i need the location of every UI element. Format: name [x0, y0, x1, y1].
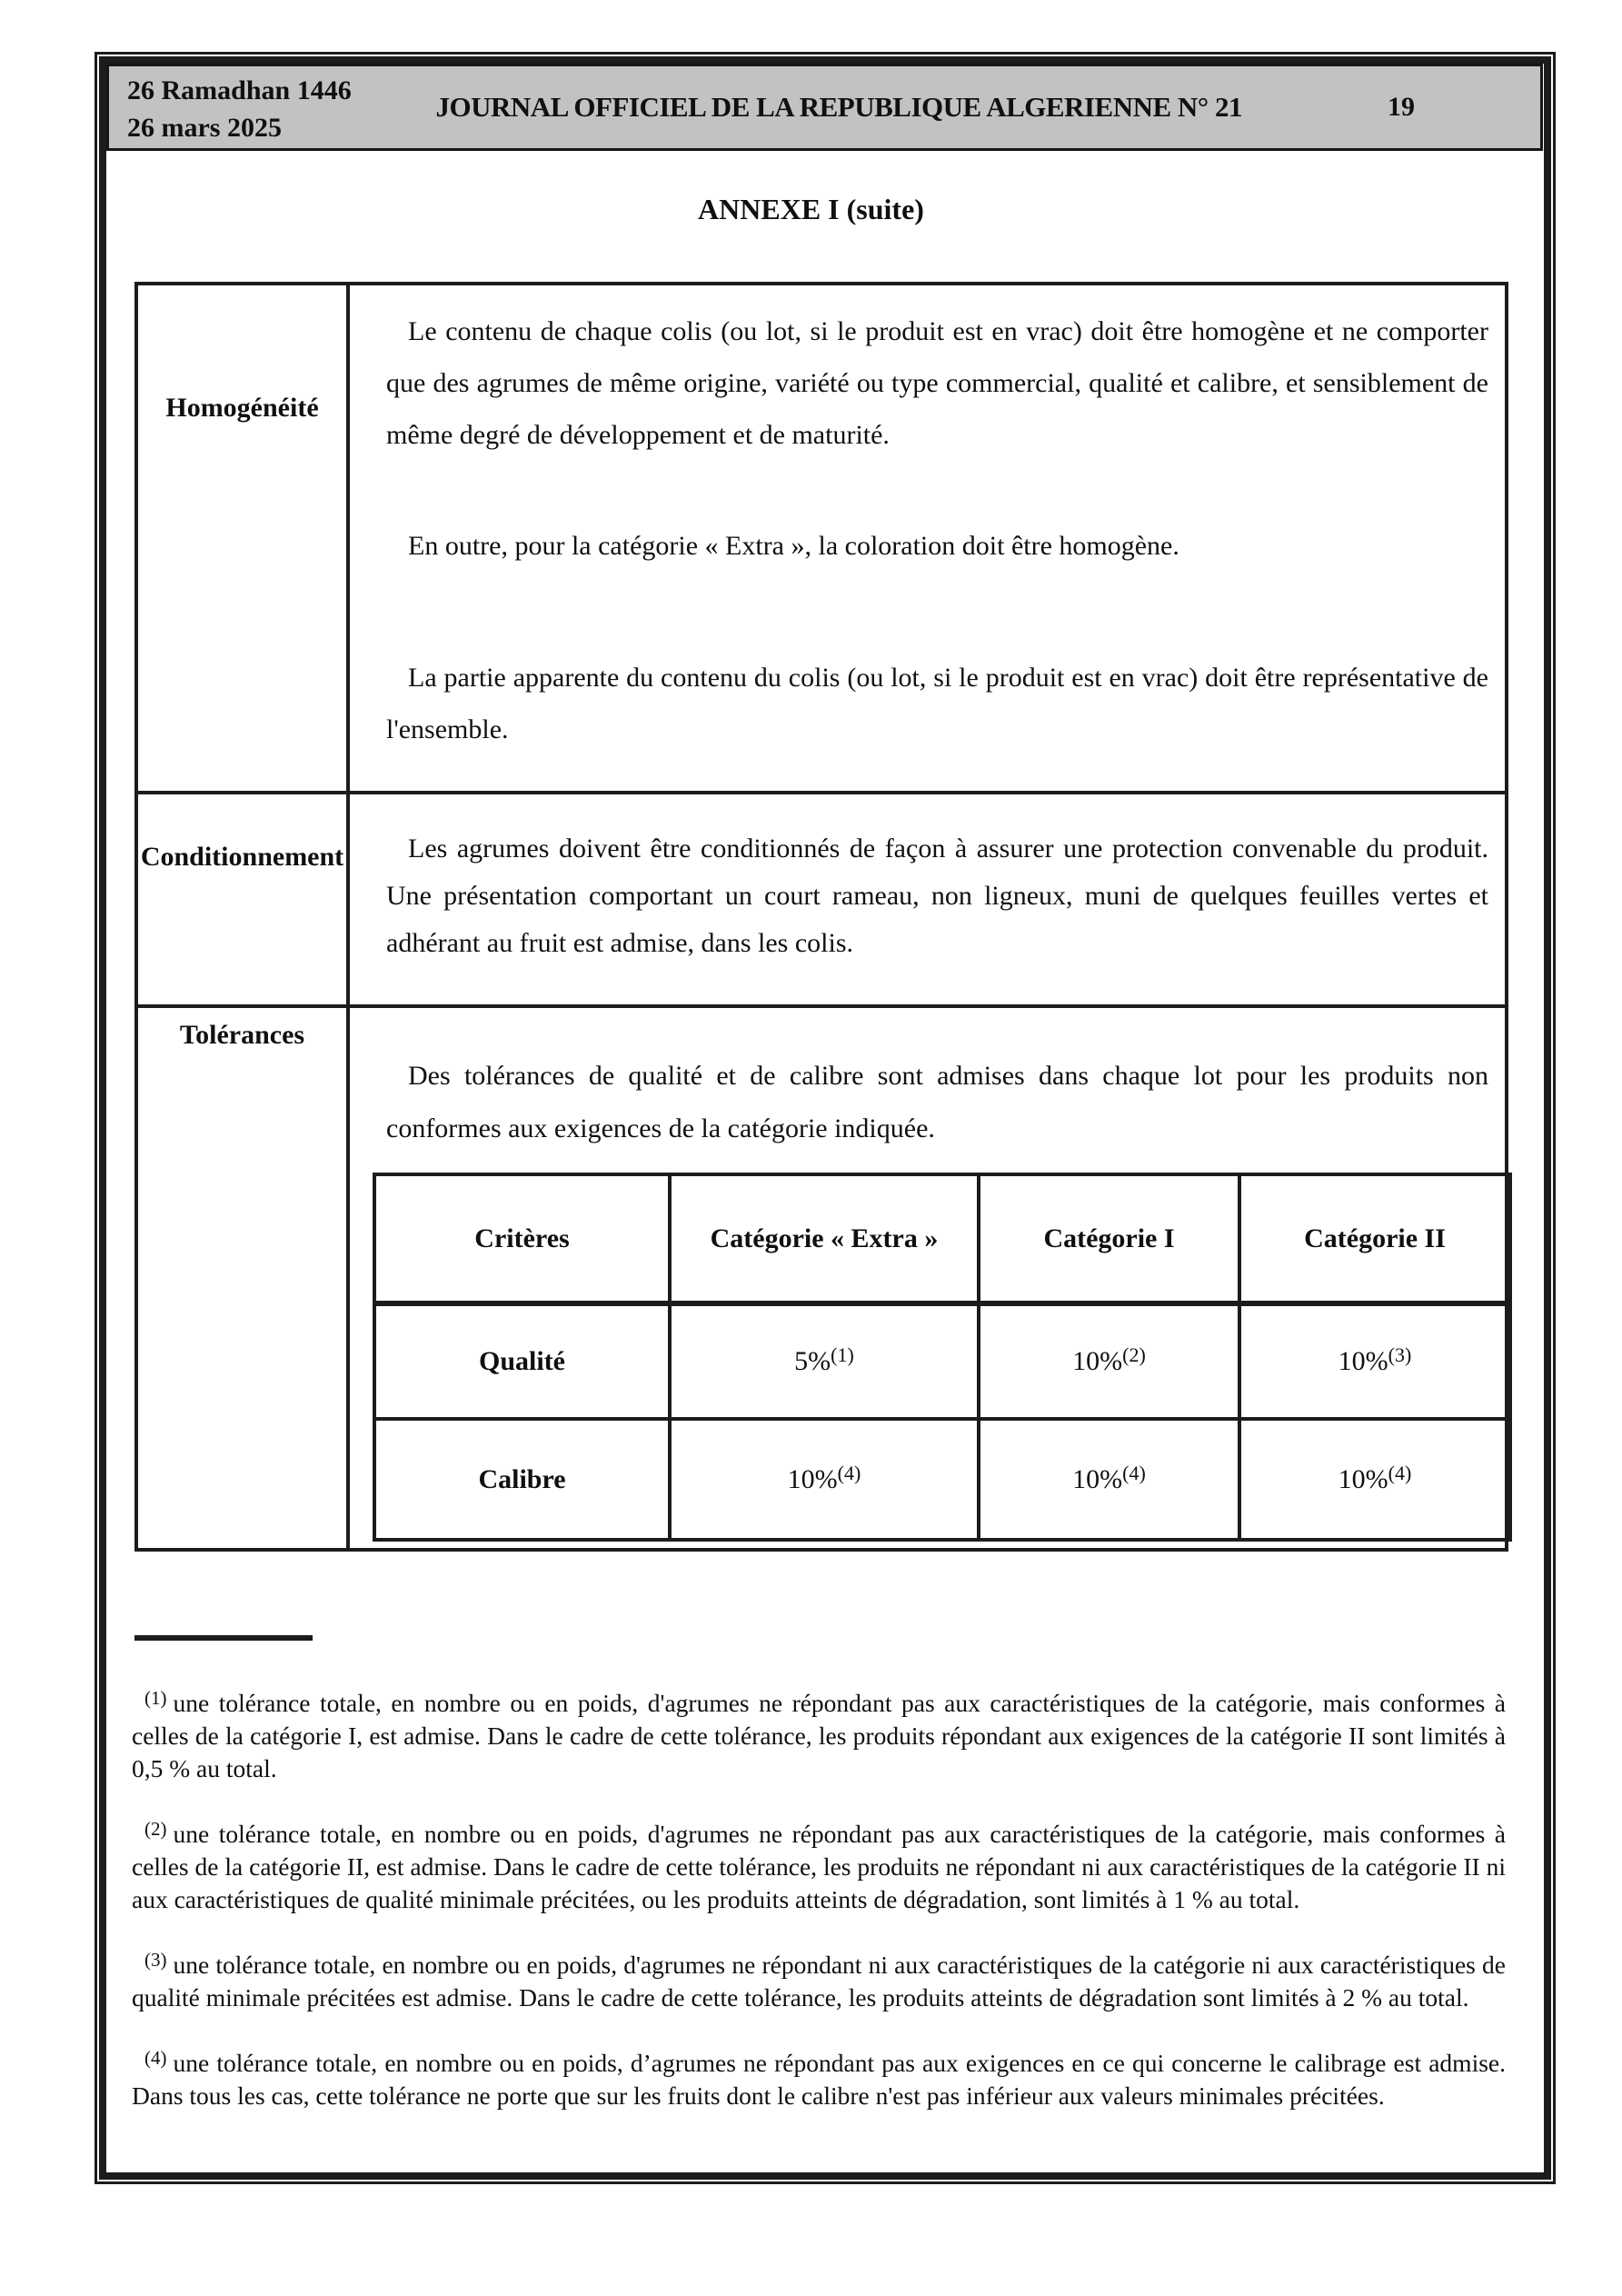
value: 10% [1072, 1346, 1123, 1376]
footnote-ref: (4) [1388, 1461, 1412, 1484]
footnote-ref: (4) [837, 1461, 861, 1484]
table-row-qualite [374, 1303, 1510, 1419]
value: 10% [1072, 1463, 1123, 1494]
value: 10% [787, 1463, 838, 1494]
cell-qualite-cat1 [979, 1303, 1239, 1419]
row-label-homogeneite: Homogénéité [165, 393, 319, 423]
cell-tolerances [350, 1008, 1505, 1155]
footnote-4 [132, 2047, 1506, 2112]
footnote-text: une tolérance totale, en nombre ou en poids, d’agrumes ne répondant pas aux exigences en ce qui concerne le calibrage est admise. Dans tous les cas, cette tolérance ne porte que sur les fruits dont le calibre n'est pas inférieur aux valeurs minimales précitées. [132, 2049, 1506, 2110]
col-header-categorie-1: Catégorie I [979, 1174, 1239, 1303]
footnotes [132, 1687, 1506, 2145]
footnote-marker: (4) [144, 2047, 167, 2069]
footnote-text: une tolérance totale, en nombre ou en poids, d'agrumes ne répondant pas aux caractéristiques de la catégorie, mais conformes à celles de la catégorie II, est admise. Dans le cadre de cette tolérance, les produits ne répondant ni aux caractéristiques de la catégorie II ni aux caractéristiques de qualité minimale précitées, ou les produits atteints de dégradation, sont limités à 1 % au total. [132, 1820, 1506, 1913]
journal-header-band [106, 64, 1543, 151]
table-row-calibre [374, 1419, 1510, 1540]
col-header-categorie-extra: Catégorie « Extra » [670, 1174, 979, 1303]
paragraph: Des tolérances de qualité et de calibre sont admises dans chaque lot pour les produits non conformes aux exigences de la catégorie indiquée. [386, 1061, 1488, 1143]
paragraph: La partie apparente du contenu du colis (ou lot, si le produit est en vrac) doit être représentative de l'ensemble. [386, 663, 1488, 744]
tolerance-header-row [374, 1174, 1510, 1303]
footnote-ref: (1) [831, 1343, 854, 1366]
footnote-3 [132, 1949, 1506, 2014]
col-header-criteres: Critères [374, 1174, 670, 1303]
value: 10% [1338, 1346, 1388, 1376]
footnote-ref: (3) [1388, 1343, 1412, 1366]
date-hijri: 26 Ramadhan 1446 [127, 75, 352, 105]
value: 5% [794, 1346, 831, 1376]
page-number: 19 [1388, 92, 1415, 122]
paragraph: Les agrumes doivent être conditionnés de façon à assurer une protection convenable du produit. Une présentation comportant un court rameau, non ligneux, muni de quelques feuilles vertes et adhérant au fruit est admise, dans les colis. [386, 834, 1488, 958]
date-gregorian: 26 mars 2025 [127, 113, 282, 143]
paragraph: En outre, pour la catégorie « Extra », la coloration doit être homogène. [408, 531, 1179, 561]
cell-calibre-cat1 [979, 1419, 1239, 1540]
value: 10% [1338, 1463, 1388, 1494]
footnote-text: une tolérance totale, en nombre ou en poids, d'agrumes ne répondant pas aux caractéristiques de la catégorie, mais conformes à celles de la catégorie I, est admise. Dans le cadre de cette tolérance, les produits répondant aux exigences de la catégorie II sont limités à 0,5 % au total. [132, 1689, 1506, 1782]
main-table [134, 282, 1508, 1552]
footnote-text: une tolérance totale, en nombre ou en poids, d'agrumes ne répondant ni aux caractéristiques de la catégorie ni aux caractéristiques de qualité minimale précitées est admise. Dans le cadre de cette tolérance, les produits atteints de dégradation sont limités à 2 % au total. [132, 1951, 1506, 2011]
col-header-categorie-2: Catégorie II [1239, 1174, 1510, 1303]
footnote-ref: (4) [1122, 1461, 1146, 1484]
row-label-tolerances: Tolérances [179, 1020, 305, 1050]
cell-conditionnement [350, 794, 1505, 967]
journal-title: JOURNAL OFFICIEL DE LA REPUBLIQUE ALGERIENNE N° 21 [435, 91, 1242, 123]
row-label-conditionnement: Conditionnement [140, 842, 344, 872]
cell-homogeneite [350, 285, 1505, 755]
footnote-1 [132, 1687, 1506, 1785]
cell-calibre-extra [670, 1419, 979, 1540]
footnote-2 [132, 1818, 1506, 1916]
footnote-rule [134, 1635, 313, 1641]
cell-qualite-cat2 [1239, 1303, 1510, 1419]
footnote-marker: (3) [144, 1949, 167, 1971]
paragraph: Le contenu de chaque colis (ou lot, si le produit est en vrac) doit être homogène et ne comporter que des agrumes de même origine, variété ou type commercial, qualité et calibre, et sensiblement de même degré de développement et de maturité. [386, 316, 1488, 450]
annex-title: ANNEXE I (suite) [698, 193, 924, 225]
row-header-qualite: Qualité [374, 1303, 670, 1419]
footnote-marker: (1) [144, 1687, 167, 1709]
footnote-marker: (2) [144, 1818, 167, 1840]
tolerance-table [373, 1173, 1512, 1542]
row-header-calibre: Calibre [374, 1419, 670, 1540]
header-dates [127, 72, 352, 146]
footnote-ref: (2) [1122, 1343, 1146, 1366]
cell-qualite-extra [670, 1303, 979, 1419]
cell-calibre-cat2 [1239, 1419, 1510, 1540]
